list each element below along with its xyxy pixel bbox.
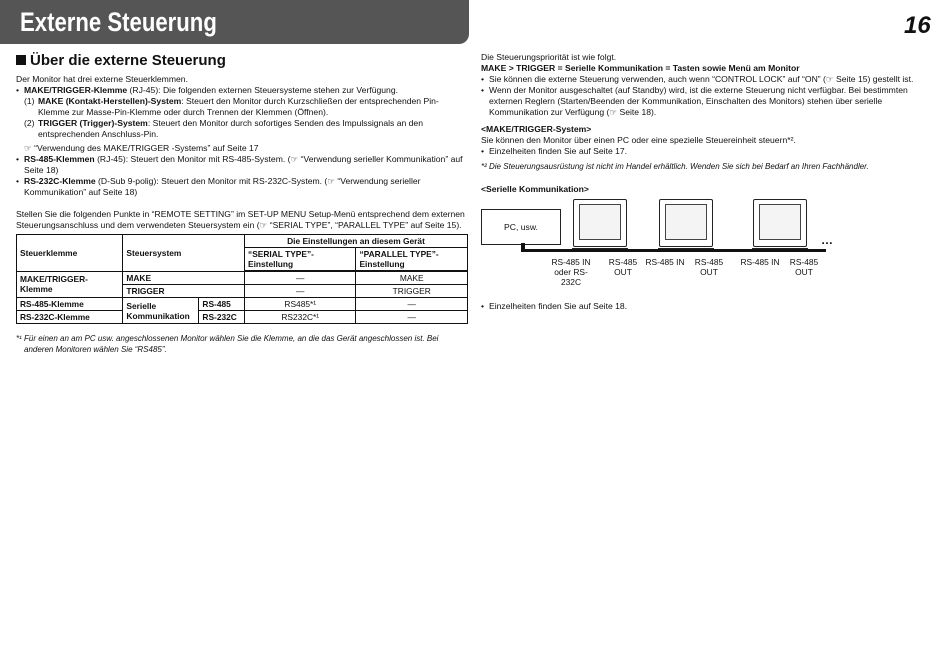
list-item-rs485: • RS-485-Klemmen (RJ-45): Steuert den Monitor mit RS-485-System. (☞ “Verwendung serieller Kommunikation” auf Seite 18) [16, 154, 463, 175]
bullet-page17: • Einzelheiten finden Sie auf Seite 17. [481, 146, 628, 156]
cell-parallel: — [356, 311, 468, 324]
list-item-rs232c: • RS-232C-Klemme (D-Sub 9-polig): Steuert den Monitor mit RS-232C-System. (☞ “Verwendung serieller Kommunikation” auf Seite 18) [16, 176, 421, 197]
cell-system-make: MAKE [123, 271, 245, 285]
title-banner [0, 0, 469, 44]
left-column [16, 52, 468, 355]
section-make-trigger: <MAKE/TRIGGER-System> [481, 124, 592, 134]
port-label: RS-485 IN [645, 257, 685, 267]
right-column [481, 52, 936, 312]
make-trigger-text: Sie können den Monitor über einen PC oder eine spezielle Steuereinheit steuern*². [481, 135, 796, 145]
port-label: RS-485 IN oder RS-232C [551, 257, 591, 287]
footnote-1: *¹ Für einen an am PC usw. angeschlossenen Monitor wählen Sie die Klemme, an die das Gerät angeschlossen ist. Bei anderen Monitoren wählen Sie “RS485”. [16, 334, 439, 354]
header-settings: Die Einstellungen an diesem Gerät [245, 235, 468, 248]
cell-system-serial: Serielle Kommunikation [123, 298, 199, 324]
settings-table [16, 234, 468, 324]
cell-parallel: MAKE [356, 271, 468, 285]
bullet-page18: • Einzelheiten finden Sie auf Seite 18. [481, 301, 628, 311]
cell-sub-rs485: RS-485 [199, 298, 245, 311]
page-title: Externe Steuerung [20, 7, 217, 37]
port-label: RS-485 OUT [608, 257, 638, 277]
cell-klemme-rs232c: RS-232C-Klemme [17, 311, 123, 324]
list-item-make-trigger: • MAKE/TRIGGER-Klemme (RJ-45): Die folgenden externen Steuersysteme stehen zur Verfügung. [16, 85, 398, 95]
priority-intro: Die Steuerungspriorität ist wie folgt. [481, 52, 617, 62]
monitor-icon [573, 199, 627, 247]
cell-klemme-rs485: RS-485-Klemme [17, 298, 123, 311]
port-label: RS-485 IN [740, 257, 780, 267]
cell-serial: RS485*¹ [245, 298, 356, 311]
section-serial: <Serielle Kommunikation> [481, 184, 589, 194]
header-parallel-type: “PARALLEL TYPE”-Einstellung [356, 248, 468, 272]
section-heading: Über die externe Steuerung [16, 52, 468, 70]
priority-order: MAKE > TRIGGER = Serielle Kommunikation = Tasten sowie Menü am Monitor [481, 63, 800, 73]
intro-text: Der Monitor hat drei externe Steuerklemmen. [16, 74, 188, 84]
header-klemme: Steuerklemme [17, 235, 123, 272]
cell-serial: RS232C*¹ [245, 311, 356, 324]
square-bullet-icon [16, 55, 26, 65]
sublist-item-trigger: (2) TRIGGER (Trigger)-System: Steuert den Monitor durch sofortiges Senden des Impulssignals an den entsprechenden Anschluss-Pin. [24, 118, 423, 139]
connection-diagram [481, 199, 936, 309]
header-serial-type: “SERIAL TYPE”-Einstellung [245, 248, 356, 272]
page-number: 16 [904, 12, 931, 39]
cell-sub-rs232c: RS-232C [199, 311, 245, 324]
port-label: RS-485 OUT [789, 257, 819, 277]
bullet-standby: • Wenn der Monitor ausgeschaltet (auf Standby) wird, ist die externe Steuerung nicht verfügbar. Bei bestimmten externen Reglern (Starten/Beenden der Kommunikation, Einschalten des Monitors) stehen über serielle Kommunikation zur Verfügung (☞ Seite 18). [481, 85, 908, 117]
continuation-dots: … [821, 233, 833, 247]
reference-make-trigger: ☞ “Verwendung des MAKE/TRIGGER -Systems” auf Seite 17 [24, 143, 259, 153]
cell-serial: — [245, 271, 356, 285]
footnote-2: *² Die Steuerungsausrüstung ist nicht im Handel erhältlich. Wenden Sie sich bei Bedarf an Ihren Fachhändler. [481, 162, 869, 171]
monitor-icon [659, 199, 713, 247]
port-label: RS-485 OUT [694, 257, 724, 277]
bullet-control-lock: • Sie können die externe Steuerung verwenden, auch wenn “CONTROL LOCK” auf “ON” (☞ Seite 15) gestellt ist. [481, 74, 914, 84]
cell-parallel: TRIGGER [356, 285, 468, 298]
header-system: Steuersystem [123, 235, 245, 272]
monitor-icon [753, 199, 807, 247]
cell-parallel: — [356, 298, 468, 311]
sublist-item-make: (1) MAKE (Kontakt-Herstellen)-System: Steuert den Monitor durch Kurzschließen der entsprechenden Pin-Klemme zur Masse-Pin-Klemme oder durch Trennen der Klemmen (Öffnen). [24, 96, 439, 117]
cell-system-trigger: TRIGGER [123, 285, 245, 298]
cell-klemme-make-trigger: MAKE/TRIGGER-Klemme [17, 271, 123, 298]
settings-paragraph: Stellen Sie die folgenden Punkte in “REMOTE SETTING” im SET-UP MENU Setup-Menü entsprechend dem externen Steuerungsanschluss und dem verwendeten Steuersystem ein (☞ “SERIAL TYPE”, “PARALLEL TYPE” auf Seite 15). [16, 209, 465, 230]
cable-line [521, 249, 826, 252]
pc-box: PC, usw. [481, 209, 561, 245]
cell-serial: — [245, 285, 356, 298]
